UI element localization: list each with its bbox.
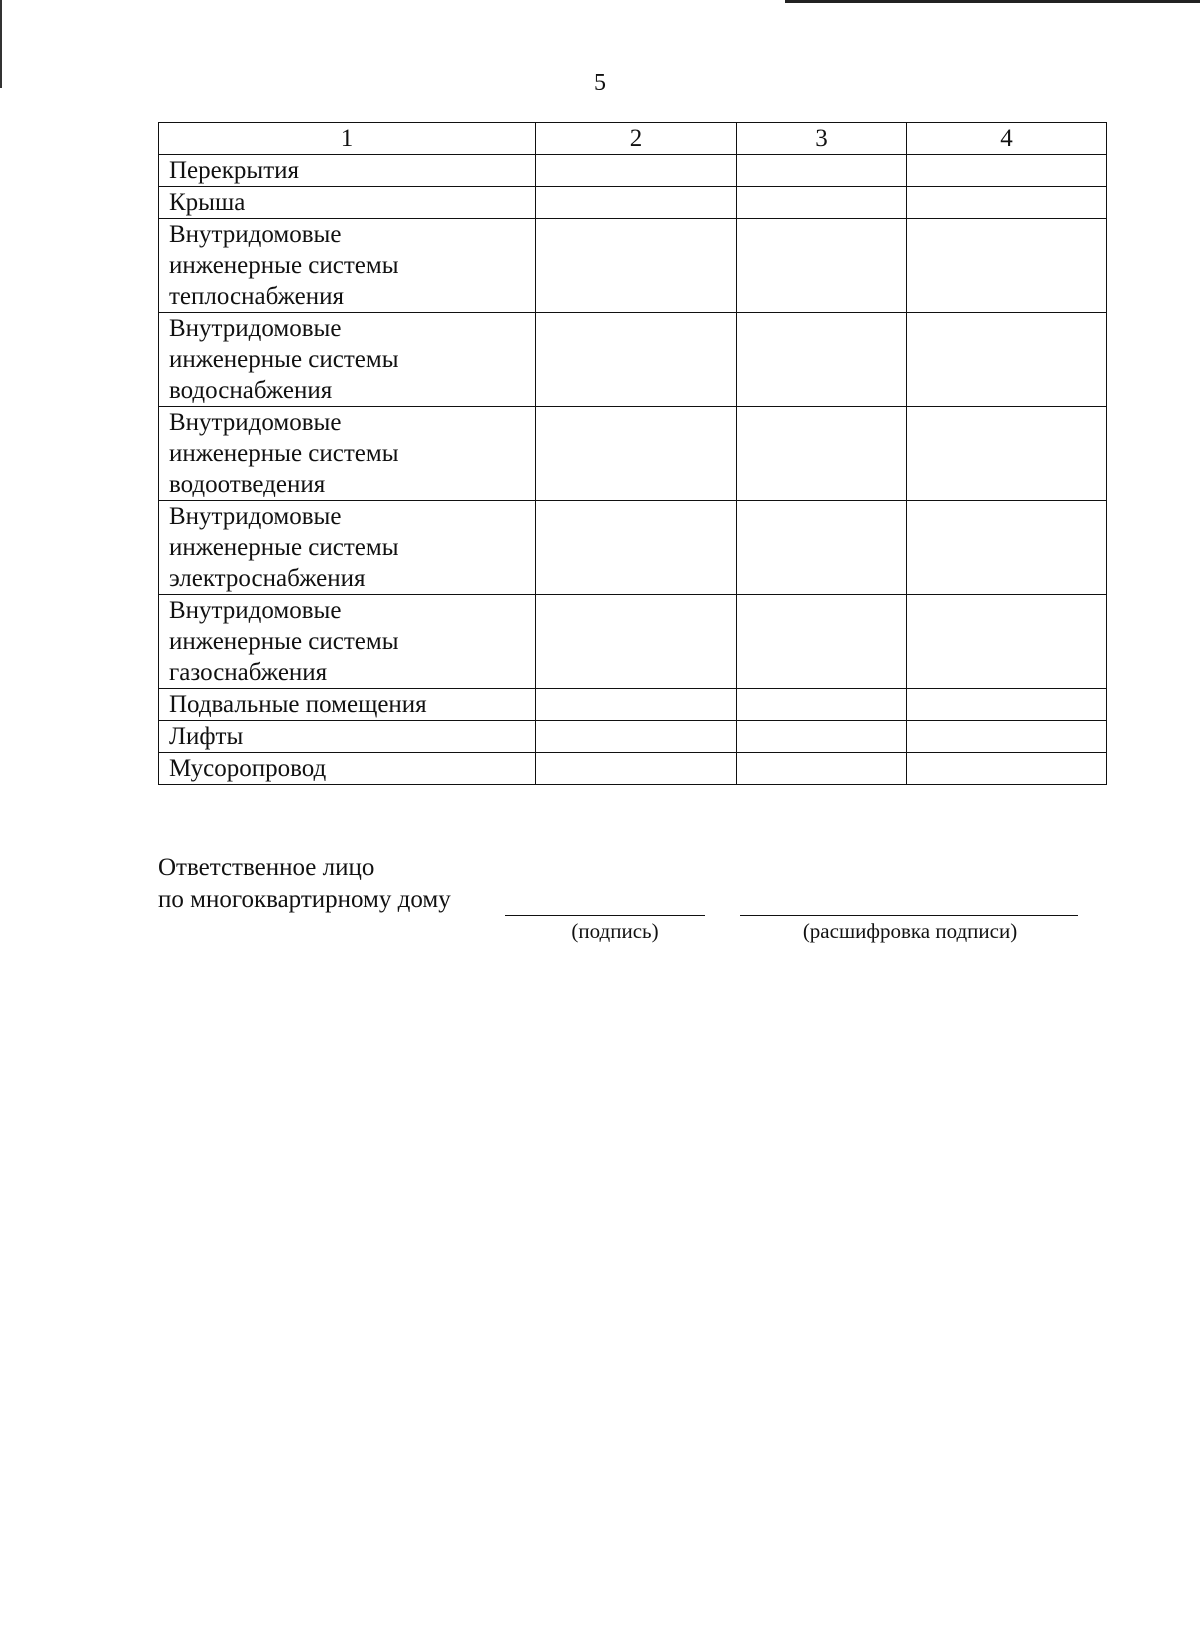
table-row — [159, 753, 1107, 785]
table-row — [159, 155, 1107, 187]
table-cell — [907, 155, 1107, 187]
row-label — [159, 721, 536, 753]
row-label — [159, 689, 536, 721]
row-label-line: инженерные системы — [169, 534, 399, 561]
table-cell — [536, 155, 737, 187]
row-label-line: инженерные системы — [169, 440, 399, 467]
table-cell — [907, 689, 1107, 721]
table-header-row — [159, 123, 1107, 155]
row-label — [159, 155, 536, 187]
table-cell — [907, 313, 1107, 407]
table-cell — [536, 313, 737, 407]
table-row — [159, 721, 1107, 753]
table-cell — [536, 595, 737, 689]
row-label-line: Мусоропровод — [169, 755, 327, 782]
table-row — [159, 219, 1107, 313]
row-label — [159, 313, 536, 407]
row-label-line: электроснабжения — [169, 565, 366, 592]
row-label — [159, 187, 536, 219]
row-label-line: газоснабжения — [169, 659, 328, 686]
row-label-line: инженерные системы — [169, 346, 399, 373]
table-cell — [536, 689, 737, 721]
table-cell — [907, 407, 1107, 501]
table-row — [159, 313, 1107, 407]
inspection-table — [158, 122, 1107, 785]
table-cell — [737, 187, 907, 219]
row-label-line: водоотведения — [169, 471, 326, 498]
row-label-line: Внутридомовые — [169, 315, 342, 342]
row-label — [159, 407, 536, 501]
table-cell — [737, 721, 907, 753]
table-row — [159, 595, 1107, 689]
table-cell — [737, 595, 907, 689]
row-label-line: Подвальные помещения — [169, 691, 427, 718]
table-cell — [737, 219, 907, 313]
table-cell — [737, 689, 907, 721]
row-label-line: Лифты — [169, 723, 244, 750]
row-label-line: Перекрытия — [169, 157, 299, 184]
table-cell — [737, 501, 907, 595]
table-cell — [536, 501, 737, 595]
table-row — [159, 501, 1107, 595]
table-cell — [907, 187, 1107, 219]
table-row — [159, 187, 1107, 219]
table-cell — [737, 753, 907, 785]
table-row — [159, 407, 1107, 501]
table-cell — [907, 219, 1107, 313]
table-header-cell: 4 — [907, 123, 1107, 155]
table-header-cell: 3 — [737, 123, 907, 155]
row-label — [159, 219, 536, 313]
table-row — [159, 689, 1107, 721]
table-cell — [737, 155, 907, 187]
table-cell — [536, 219, 737, 313]
row-label — [159, 753, 536, 785]
row-label-line: Крыша — [169, 189, 246, 216]
table-cell — [907, 753, 1107, 785]
responsible-line-2: по многоквартирному дому — [158, 886, 451, 913]
table-cell — [536, 721, 737, 753]
row-label-line: Внутридомовые — [169, 409, 342, 436]
table-cell — [737, 313, 907, 407]
signature-decode-caption: (расшифровка подписи) — [802, 919, 1018, 943]
table-header-cell: 1 — [159, 123, 536, 155]
row-label-line: инженерные системы — [169, 628, 399, 655]
scan-edge-top — [785, 0, 1200, 3]
table-cell — [536, 753, 737, 785]
signature-caption: (подпись) — [571, 919, 659, 943]
row-label-line: Внутридомовые — [169, 597, 342, 624]
table-cell — [737, 407, 907, 501]
table-header-cell: 2 — [536, 123, 737, 155]
table-cell — [536, 407, 737, 501]
table-cell — [907, 595, 1107, 689]
table-cell — [907, 501, 1107, 595]
row-label-line: Внутридомовые — [169, 503, 342, 530]
row-label-line: инженерные системы — [169, 252, 399, 279]
signature-decode-line — [740, 915, 1078, 916]
row-label-line: Внутридомовые — [169, 221, 342, 248]
row-label — [159, 595, 536, 689]
table-cell — [536, 187, 737, 219]
table-cell — [907, 721, 1107, 753]
row-label — [159, 501, 536, 595]
page-number: 5 — [594, 70, 606, 96]
responsible-person-block — [158, 852, 451, 916]
row-label-line: теплоснабжения — [169, 283, 344, 310]
responsible-line-1: Ответственное лицо — [158, 854, 375, 881]
signature-line — [505, 915, 705, 916]
row-label-line: водоснабжения — [169, 377, 333, 404]
